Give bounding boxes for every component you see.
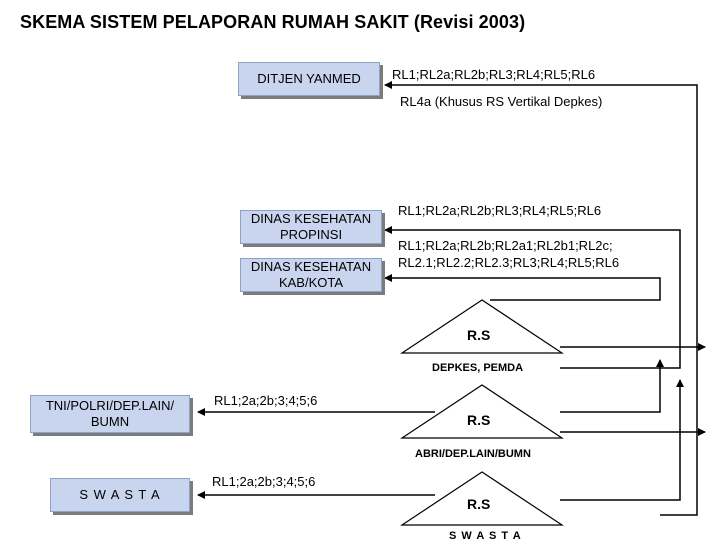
rs-depkes-sub: DEPKES, PEMDA (432, 362, 524, 374)
page-title: SKEMA SISTEM PELAPORAN RUMAH SAKIT (Revisi 2003) (20, 12, 526, 32)
kab-report-label-2: RL2.1;RL2.2;RL2.3;RL3;RL4;RL5;RL6 (398, 255, 620, 270)
rs-swasta-label: R.S (467, 496, 491, 512)
rs-abri-sub: ABRI/DEP.LAIN/BUMN (415, 448, 531, 460)
ditjen-report-note: RL4a (Khusus RS Vertikal Depkes) (400, 94, 603, 109)
rs-swasta-up-arrow (560, 380, 680, 500)
dinas-propinsi-box: DINAS KESEHATAN PROPINSI (240, 210, 382, 244)
ditjen-report-label: RL1;RL2a;RL2b;RL3;RL4;RL5;RL6 (392, 67, 596, 82)
swasta-report-label: RL1;2a;2b;3;4;5;6 (212, 474, 316, 489)
kab-report-arrow (385, 278, 660, 300)
ditjen-yanmed-box: DITJEN YANMED (238, 62, 380, 96)
tni-report-label: RL1;2a;2b;3;4;5;6 (214, 393, 318, 408)
rs-abri-label: R.S (467, 412, 491, 428)
swasta-box: S W A S T A (50, 478, 190, 512)
tni-polri-box: TNI/POLRI/DEP.LAIN/ BUMN (30, 395, 190, 433)
rs-depkes-label: R.S (467, 327, 491, 343)
kab-report-label-1: RL1;RL2a;RL2b;RL2a1;RL2b1;RL2c; (398, 238, 613, 253)
propinsi-report-label: RL1;RL2a;RL2b;RL3;RL4;RL5;RL6 (398, 203, 602, 218)
rs-swasta-sub: S W A S T A (449, 530, 522, 542)
dinas-kab-box: DINAS KESEHATAN KAB/KOTA (240, 258, 382, 292)
